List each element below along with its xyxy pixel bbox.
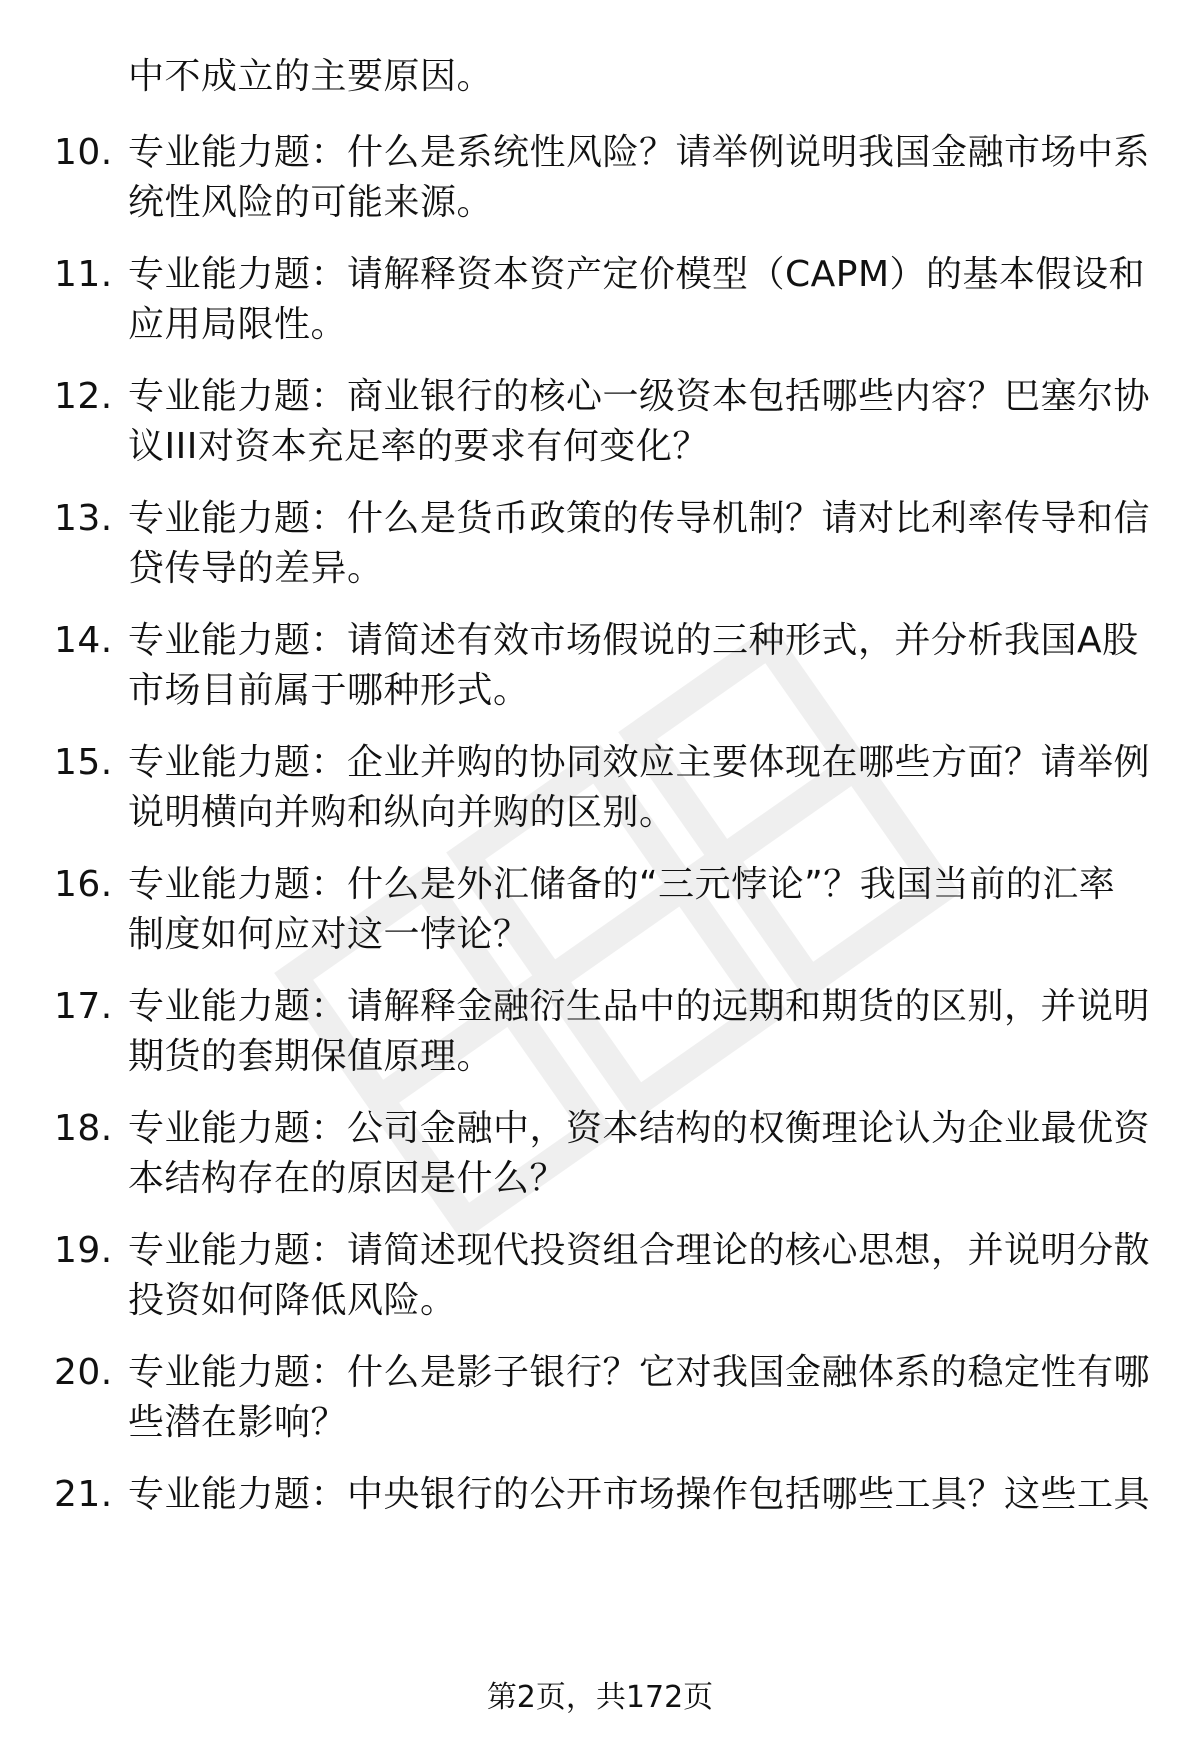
page-footer: 第2页，共172页 [486, 1680, 714, 1715]
item-text-line: 应用局限性。 [128, 304, 348, 345]
item-number: 14. [54, 620, 113, 661]
item-text-line: 投资如何降低风险。 [128, 1280, 457, 1321]
item-number: 10. [54, 132, 113, 173]
item-number: 16. [54, 864, 113, 905]
item-text-line: 说明横向并购和纵向并购的区别。 [128, 792, 676, 833]
item-text-line: 专业能力题：什么是影子银行？它对我国金融体系的稳定性有哪 [128, 1352, 1151, 1393]
item-text-line: 议III对资本充足率的要求有何变化？ [128, 426, 709, 467]
item-text-line: 专业能力题：什么是系统性风险？请举例说明我国金融市场中系 [128, 132, 1151, 173]
item-text-line: 专业能力题：什么是货币政策的传导机制？请对比利率传导和信 [128, 498, 1151, 539]
item-number: 19. [54, 1230, 113, 1271]
item-number: 18. [54, 1108, 113, 1149]
item-text-line: 贷传导的差异。 [128, 548, 384, 589]
item-text-line: 市场目前属于哪种形式。 [128, 670, 530, 711]
item-text-line: 专业能力题：请解释资本资产定价模型（CAPM）的基本假设和 [128, 254, 1146, 295]
item-text-line: 统性风险的可能来源。 [128, 182, 494, 223]
item-text-line: 专业能力题：什么是外汇储备的“三元悖论”？我国当前的汇率 [128, 864, 1116, 905]
item-text-line: 期货的套期保值原理。 [128, 1036, 494, 1077]
continuation-text: 中不成立的主要原因。 [128, 56, 494, 97]
item-number: 20. [54, 1352, 113, 1393]
item-text-line: 专业能力题：请解释金融衍生品中的远期和期货的区别，并说明 [128, 986, 1151, 1027]
item-number: 17. [54, 986, 113, 1027]
item-number: 21. [54, 1474, 113, 1515]
item-number: 11. [54, 254, 113, 295]
item-text-line: 本结构存在的原因是什么？ [128, 1158, 567, 1199]
item-text-line: 制度如何应对这一悖论？ [128, 914, 530, 955]
item-number: 13. [54, 498, 113, 539]
item-text-line: 专业能力题：中央银行的公开市场操作包括哪些工具？这些工具 [128, 1474, 1151, 1515]
item-text-line: 专业能力题：企业并购的协同效应主要体现在哪些方面？请举例 [128, 742, 1151, 783]
item-text-line: 专业能力题：请简述有效市场假说的三种形式，并分析我国A股 [128, 620, 1139, 661]
item-number: 15. [54, 742, 113, 783]
item-text-line: 些潜在影响？ [128, 1402, 348, 1443]
item-text-line: 专业能力题：请简述现代投资组合理论的核心思想，并说明分散 [128, 1230, 1151, 1271]
item-number: 12. [54, 376, 113, 417]
item-text-line: 专业能力题：商业银行的核心一级资本包括哪些内容？巴塞尔协 [128, 376, 1151, 417]
item-text-line: 专业能力题：公司金融中，资本结构的权衡理论认为企业最优资 [128, 1108, 1151, 1149]
